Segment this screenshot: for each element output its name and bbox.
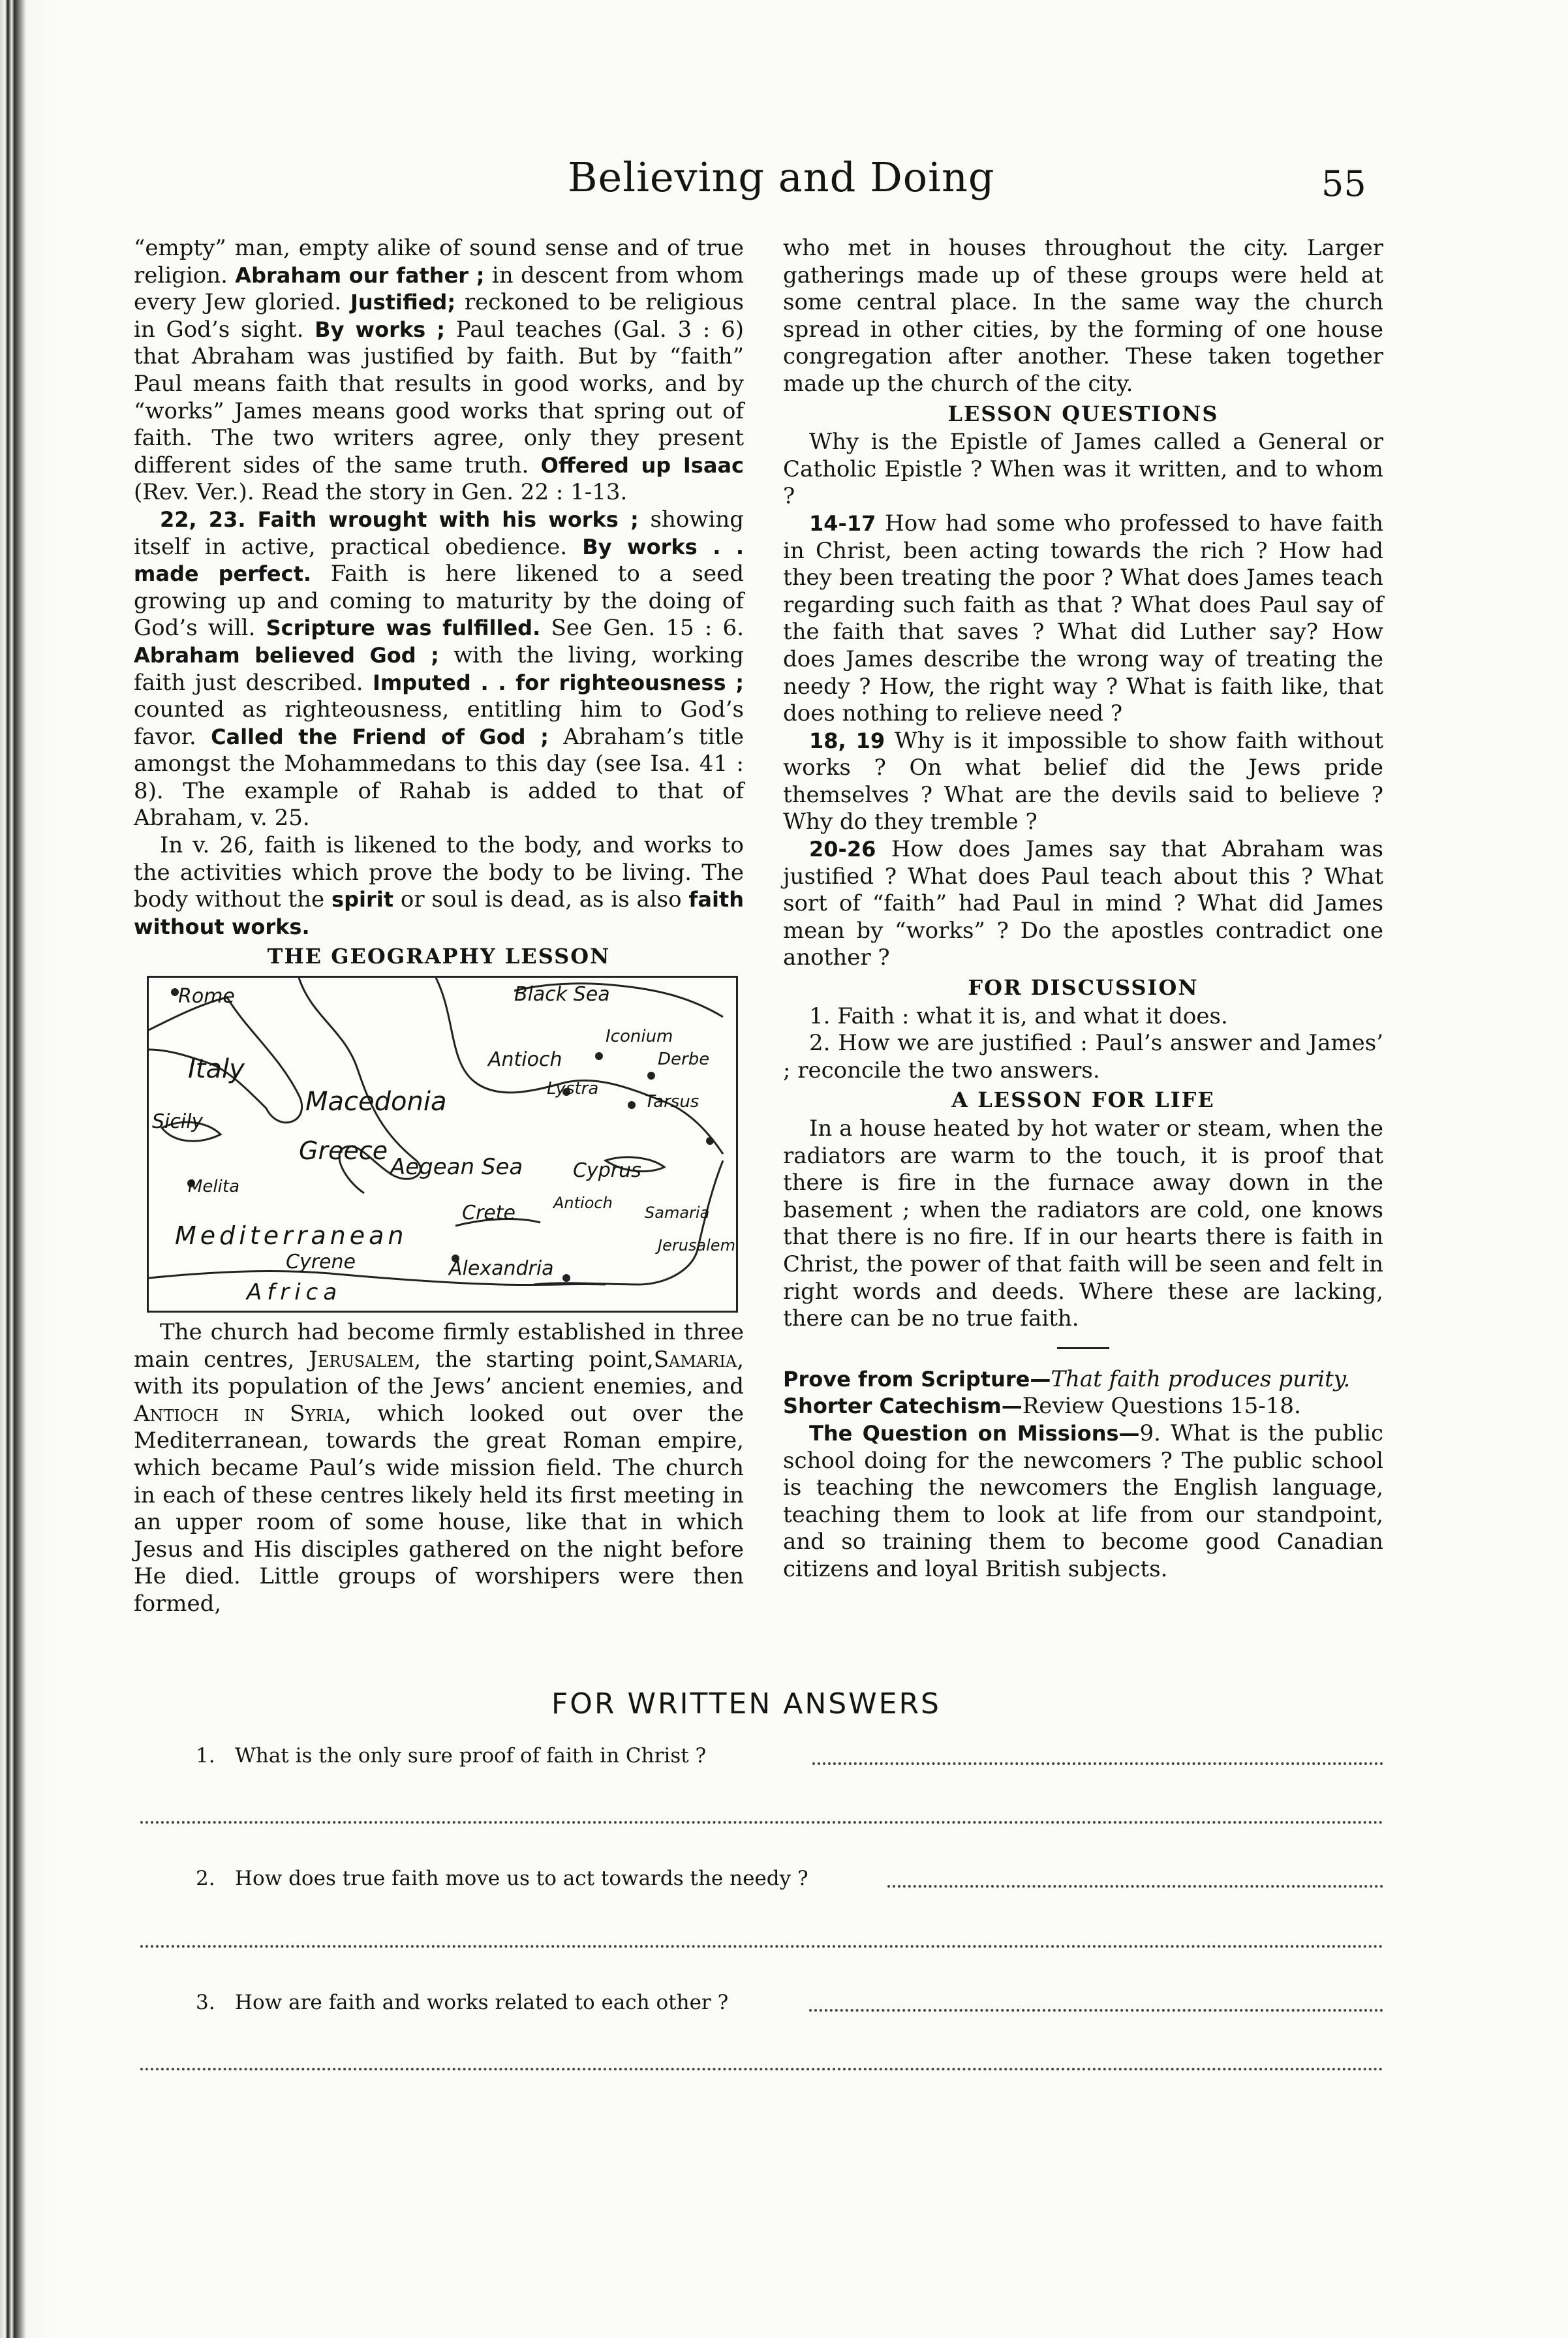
map-label-italy: Italy: [188, 1054, 245, 1085]
map-label-cyprus: Cyprus: [573, 1159, 641, 1183]
map-label-greece: Greece: [299, 1136, 388, 1166]
written-question-2: 2. How does true faith move us to act towards the needy ?: [196, 1867, 808, 1890]
written-question-3: 3. How are faith and works related to each other ?: [196, 1991, 729, 2014]
discussion-item-2: 2. How we are justified : Paul’s answer and James’ ; reconcile the two answers.: [783, 1030, 1383, 1083]
answer-line-1b[interactable]: [140, 1821, 1383, 1824]
left-column: [134, 235, 744, 1618]
shorter-catechism: Shorter Catechism—Review Questions 15-18.: [783, 1393, 1301, 1420]
lesson-question-20-26: 20-26 How does James say that Abraham was justified ? What does Paul teach about this ? What sort of “faith” had Paul in mind ? What did James mean by “works” ? Do the apostles contradict one another ?: [783, 836, 1384, 971]
map-label-samaria: Samaria: [645, 1204, 710, 1223]
map-label-aegean-sea: Aegean Sea: [390, 1154, 523, 1181]
map-label-antioch-syria: Antioch: [553, 1194, 613, 1213]
map-label-lystra: Lystra: [547, 1079, 599, 1099]
written-answers-heading: FOR WRITTEN ANSWERS: [551, 1687, 941, 1721]
map-label-antioch-pisidia: Antioch: [488, 1048, 562, 1072]
map-label-cyrene: Cyrene: [286, 1251, 356, 1274]
paragraph-geography: The church had become firmly established in three main centres, Jerusalem, the starting point,Samaria, with its population of the Jews’ ancient enemies, and Antioch in Syria, which looked out over the Mediterranean, towards the great Roman empire, which became Paul’s wide mission field. The church in each of these centres likely held its first meeting in an upper room of some house, like that in which Jesus and His disciples gathered on the night before He died. Little groups of worshipers were then formed,: [134, 1319, 744, 1617]
book-binding-edge: [0, 0, 62, 2338]
map-label-sicily: Sicily: [152, 1110, 204, 1134]
written-question-1: 1. What is the only sure proof of faith in Christ ?: [196, 1744, 707, 1768]
map-label-alexandria: Alexandria: [449, 1257, 554, 1281]
paragraph-geography-continued: who met in houses throughout the city. Larger gatherings made up of these groups were held at some central place. In the same way the church spread in other cities, by the forming of one house congregation after another. These taken together made up the church of the city.: [783, 235, 1383, 397]
lesson-question-intro: Why is the Epistle of James called a General or Catholic Epistle ? When was it written, and to whom ?: [783, 429, 1383, 510]
geography-map: [147, 976, 738, 1313]
map-label-macedonia: Macedonia: [305, 1087, 447, 1117]
map-label-mediterranean: Mediterranean: [175, 1221, 408, 1251]
lesson-for-life-heading: A LESSON FOR LIFE: [951, 1087, 1215, 1113]
question-on-missions: The Question on Missions—9. What is the public school doing for the newcomers ? The public school is teaching the newcomers the English language, teaching them to look at life from our standpoint, and so training them to become good Canadian citizens and loyal British subjects.: [783, 1420, 1384, 1582]
right-column: [783, 235, 1383, 1583]
map-label-tarsus: Tarsus: [645, 1092, 699, 1112]
map-label-crete: Crete: [462, 1202, 515, 1225]
page-title: Believing and Doing: [568, 153, 995, 201]
map-label-africa: Africa: [247, 1279, 343, 1306]
lesson-questions-heading: LESSON QUESTIONS: [947, 401, 1219, 426]
answer-line-1a[interactable]: [812, 1762, 1383, 1765]
paragraph-commentary-2: 22, 23. Faith wrought with his works ; showing itself in active, practical obedience. By works . . made perfect. Faith is here likened to a seed growing up and coming to maturity by the doing of God’s will. Scripture was fulfilled. See Gen. 15 : 6. Abraham believed God ; with the living, working faith just described. Imputed . . for righteousness ; counted as righteousness, entitling him to God’s favor. Called the Friend of God ; Abraham’s title amongst the Mohammedans to this day (see Isa. 41 : 8). The example of Rahab is added to that of Abraham, v. 25.: [134, 506, 745, 832]
map-label-iconium: Iconium: [606, 1027, 673, 1047]
map-label-rome: Rome: [178, 985, 235, 1008]
section-divider: [1057, 1347, 1109, 1349]
discussion-heading: FOR DISCUSSION: [968, 975, 1199, 1001]
answer-line-3b[interactable]: [140, 2068, 1383, 2070]
prove-from-scripture: Prove from Scripture—That faith produces purity.: [783, 1365, 1351, 1392]
page-number: 55: [1321, 163, 1366, 204]
answer-line-3a[interactable]: [809, 2009, 1383, 2012]
map-label-black-sea: Black Sea: [514, 983, 610, 1006]
discussion-item-1: 1. Faith : what it is, and what it does.: [809, 1003, 1228, 1029]
lesson-question-18-19: 18, 19 Why is it impossible to show faith without works ? On what belief did the Jews pride themselves ? What are the devils said to believe ? Why do they tremble ?: [783, 727, 1384, 835]
map-label-derbe: Derbe: [658, 1050, 710, 1070]
map-label-jerusalem: Jerusalem: [658, 1236, 735, 1255]
geography-heading: THE GEOGRAPHY LESSON: [267, 944, 611, 969]
lesson-question-14-17: 14-17 How had some who professed to have faith in Christ, been acting towards the rich ? How had they been treating the poor ? What does James teach regarding such faith as that ? What does Paul say of the faith that saves ? What did Luther say? How does James describe the wrong way of treating the needy ? How, the right way ? What is faith like, that does nothing to relieve need ?: [783, 510, 1383, 727]
answer-line-2a[interactable]: [887, 1885, 1383, 1888]
answer-line-2b[interactable]: [140, 1945, 1383, 1948]
paragraph-commentary-3: In v. 26, faith is likened to the body, and works to the activities which prove the body to be living. The body without the spirit or soul is dead, as is also faith without works.: [134, 832, 744, 939]
paragraph-commentary-1: “empty” man, empty alike of sound sense and of true religion. Abraham our father ; in descent from whom every Jew gloried. Justified; reckoned to be religious in God’s sight. By works ; Paul teaches (Gal. 3 : 6) that Abraham was justified by faith. But by “faith” Paul means faith that results in good works, and by “works” James means good works that spring out of faith. The two writers agree, only they present different sides of the same truth. Offered up Isaac (Rev. Ver.). Read the story in Gen. 22 : 1-13.: [134, 235, 745, 506]
lesson-for-life-text: In a house heated by hot water or steam, when the radiators are warm to the touch, it is proof that there is fire in the furnace away down in the basement ; when the radiators are cold, one knows that there is no fire. If in our hearts there is faith in Christ, the power of that faith will be seen and felt in right words and deeds. Where these are lacking, there can be no true faith.: [783, 1115, 1383, 1332]
map-label-melita: Melita: [188, 1177, 240, 1197]
